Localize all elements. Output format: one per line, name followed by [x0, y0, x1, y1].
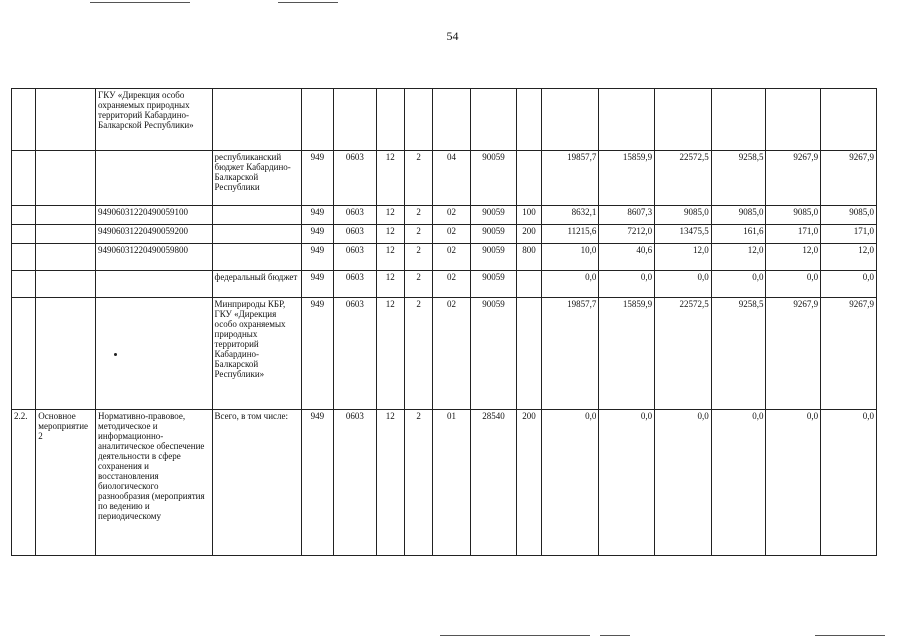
- cell-v2: 15859,9: [599, 298, 655, 410]
- cell-rz: 0603: [334, 225, 377, 244]
- cell-grbs: 949: [301, 206, 333, 225]
- cell-c3: 02: [433, 244, 470, 271]
- cell-grbs: 949: [301, 244, 333, 271]
- cell-description: ГКУ «Дирекция особо охраняемых природных территорий Кабардино-Балкарской Республики»: [96, 89, 212, 151]
- cell-v3: 12,0: [655, 244, 712, 271]
- cell-v3: 22572,5: [655, 298, 712, 410]
- cell-c3: [433, 89, 470, 151]
- cell-v2: [599, 89, 655, 151]
- cell-c1: 12: [376, 298, 404, 410]
- cell-source: Всего, в том числе:: [212, 410, 301, 556]
- cell-grbs: [301, 89, 333, 151]
- cell-c1: 12: [376, 151, 404, 206]
- cell-rz: 0603: [334, 206, 377, 225]
- table-row: [12, 225, 877, 244]
- cell-no: 2.2.: [12, 410, 36, 556]
- cell-rz: [334, 89, 377, 151]
- cell-grbs: 949: [301, 151, 333, 206]
- cell-source: Минприроды КБР, ГКУ «Дирекция особо охраняемых природных территорий Кабардино-Балкарской Республики»: [212, 298, 301, 410]
- cell-v6: 9267,9: [821, 298, 877, 410]
- cell-vr: 200: [517, 225, 541, 244]
- cell-c2: [404, 89, 432, 151]
- cell-description: [96, 298, 212, 410]
- cell-c4: 90059: [470, 225, 517, 244]
- cell-name: [36, 225, 96, 244]
- cell-v3: 13475,5: [655, 225, 712, 244]
- cell-v2: 8607,3: [599, 206, 655, 225]
- table-row: [12, 206, 877, 225]
- cell-c4: [470, 89, 517, 151]
- cell-description: Нормативно-правовое, методическое и информационно-аналитическое обеспечение деятельности в сфере сохранения и восстановления биологического разнообразия (мероприятия по ведению и периодическому: [96, 410, 212, 556]
- cell-vr: 800: [517, 244, 541, 271]
- cell-c2: 2: [404, 151, 432, 206]
- cell-no: [12, 151, 36, 206]
- table-row: [12, 410, 877, 556]
- cell-grbs: 949: [301, 225, 333, 244]
- cell-v2: 0,0: [599, 410, 655, 556]
- cell-v1: 0,0: [541, 410, 599, 556]
- cell-vr: 100: [517, 206, 541, 225]
- cell-c4: 90059: [470, 271, 517, 298]
- cell-v2: 0,0: [599, 271, 655, 298]
- cell-c1: 12: [376, 225, 404, 244]
- cell-c1: 12: [376, 271, 404, 298]
- cell-v4: [711, 89, 766, 151]
- cell-description: 94906031220490059100: [96, 206, 212, 225]
- cell-source: федеральный бюджет: [212, 271, 301, 298]
- cell-rz: 0603: [334, 410, 377, 556]
- cell-grbs: 949: [301, 410, 333, 556]
- cell-v5: 0,0: [766, 271, 821, 298]
- cell-description: [96, 271, 212, 298]
- cell-v5: [766, 89, 821, 151]
- cell-source: [212, 244, 301, 271]
- cell-rz: 0603: [334, 271, 377, 298]
- cell-v4: 9085,0: [711, 206, 766, 225]
- cell-v1: 8632,1: [541, 206, 599, 225]
- cell-no: [12, 206, 36, 225]
- cell-c4: 90059: [470, 206, 517, 225]
- cell-c3: 02: [433, 225, 470, 244]
- cell-c3: 02: [433, 271, 470, 298]
- cell-v5: 12,0: [766, 244, 821, 271]
- scan-mark-top: [90, 2, 190, 3]
- cell-v1: 19857,7: [541, 151, 599, 206]
- cell-description: [96, 151, 212, 206]
- cell-c2: 2: [404, 410, 432, 556]
- cell-c2: 2: [404, 271, 432, 298]
- cell-v6: 12,0: [821, 244, 877, 271]
- cell-v2: 7212,0: [599, 225, 655, 244]
- scan-mark-top: [278, 2, 338, 3]
- cell-v4: 9258,5: [711, 298, 766, 410]
- cell-vr: [517, 89, 541, 151]
- cell-v4: 161,6: [711, 225, 766, 244]
- cell-v6: [821, 89, 877, 151]
- cell-v3: 0,0: [655, 410, 712, 556]
- cell-v4: 12,0: [711, 244, 766, 271]
- cell-v5: 0,0: [766, 410, 821, 556]
- cell-c2: 2: [404, 206, 432, 225]
- cell-name: [36, 244, 96, 271]
- cell-source: республиканский бюджет Кабардино-Балкарской Республики: [212, 151, 301, 206]
- cell-rz: 0603: [334, 151, 377, 206]
- cell-name: [36, 89, 96, 151]
- cell-c1: 12: [376, 410, 404, 556]
- cell-c4: 90059: [470, 244, 517, 271]
- cell-v1: 0,0: [541, 271, 599, 298]
- cell-no: [12, 271, 36, 298]
- cell-c4: 28540: [470, 410, 517, 556]
- cell-name: [36, 298, 96, 410]
- cell-c4: 90059: [470, 298, 517, 410]
- cell-v5: 171,0: [766, 225, 821, 244]
- cell-v1: 19857,7: [541, 298, 599, 410]
- cell-description: 94906031220490059800: [96, 244, 212, 271]
- cell-v6: 0,0: [821, 410, 877, 556]
- table-row: [12, 89, 877, 151]
- cell-v4: 0,0: [711, 410, 766, 556]
- cell-c1: 12: [376, 244, 404, 271]
- cell-description: 94906031220490059200: [96, 225, 212, 244]
- cell-name: [36, 151, 96, 206]
- cell-source: [212, 225, 301, 244]
- scan-mark-bottom: [815, 635, 885, 636]
- cell-no: [12, 244, 36, 271]
- cell-c3: 04: [433, 151, 470, 206]
- cell-name: Основное мероприятие 2: [36, 410, 96, 556]
- cell-vr: [517, 298, 541, 410]
- cell-rz: 0603: [334, 244, 377, 271]
- budget-table: [11, 88, 877, 556]
- scan-mark-bottom: [440, 635, 590, 636]
- cell-v5: 9267,9: [766, 298, 821, 410]
- cell-v3: 0,0: [655, 271, 712, 298]
- cell-v3: 22572,5: [655, 151, 712, 206]
- cell-v6: 171,0: [821, 225, 877, 244]
- cell-c3: 01: [433, 410, 470, 556]
- cell-v1: 11215,6: [541, 225, 599, 244]
- scan-dot: [114, 353, 117, 356]
- cell-v4: 0,0: [711, 271, 766, 298]
- scan-mark-bottom: [600, 635, 630, 636]
- cell-no: [12, 225, 36, 244]
- cell-name: [36, 271, 96, 298]
- cell-name: [36, 206, 96, 225]
- cell-c1: 12: [376, 206, 404, 225]
- cell-c3: 02: [433, 206, 470, 225]
- cell-no: [12, 89, 36, 151]
- cell-v4: 9258,5: [711, 151, 766, 206]
- cell-v6: 9267,9: [821, 151, 877, 206]
- cell-v3: 9085,0: [655, 206, 712, 225]
- cell-v1: 10,0: [541, 244, 599, 271]
- table-row: [12, 244, 877, 271]
- cell-c2: 2: [404, 244, 432, 271]
- cell-vr: [517, 151, 541, 206]
- cell-c1: [376, 89, 404, 151]
- cell-no: [12, 298, 36, 410]
- page-number: 54: [446, 29, 459, 43]
- cell-v3: [655, 89, 712, 151]
- cell-v2: 40,6: [599, 244, 655, 271]
- cell-c2: 2: [404, 298, 432, 410]
- table-row: [12, 298, 877, 410]
- cell-grbs: 949: [301, 271, 333, 298]
- cell-c3: 02: [433, 298, 470, 410]
- cell-v5: 9085,0: [766, 206, 821, 225]
- cell-c4: 90059: [470, 151, 517, 206]
- cell-source: [212, 206, 301, 225]
- cell-v2: 15859,9: [599, 151, 655, 206]
- cell-vr: 200: [517, 410, 541, 556]
- cell-grbs: 949: [301, 298, 333, 410]
- cell-v5: 9267,9: [766, 151, 821, 206]
- cell-v6: 0,0: [821, 271, 877, 298]
- table-row: [12, 271, 877, 298]
- cell-source: [212, 89, 301, 151]
- table-row: [12, 151, 877, 206]
- cell-v6: 9085,0: [821, 206, 877, 225]
- cell-c2: 2: [404, 225, 432, 244]
- cell-rz: 0603: [334, 298, 377, 410]
- cell-vr: [517, 271, 541, 298]
- cell-v1: [541, 89, 599, 151]
